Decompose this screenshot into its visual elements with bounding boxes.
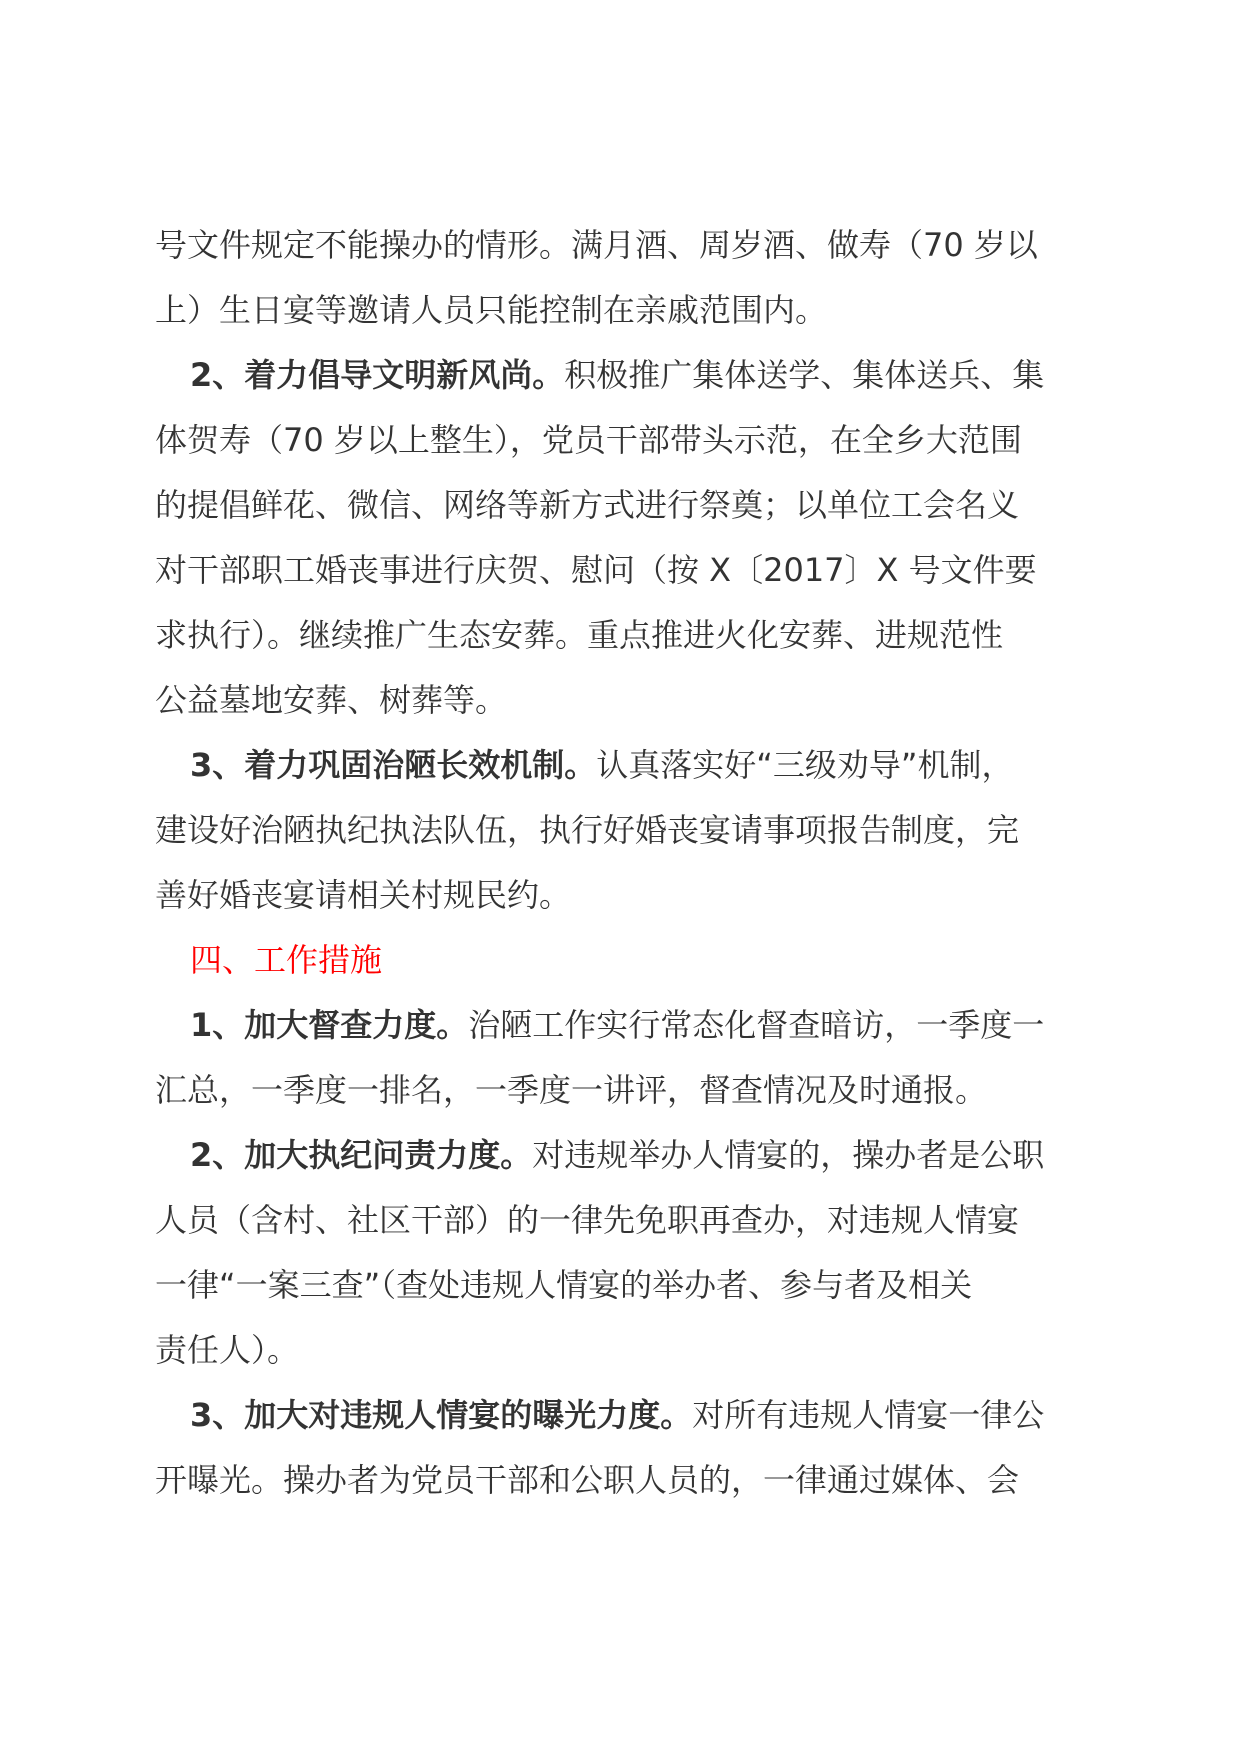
item-heading: 3、加大对违规人情宴的曝光力度。 xyxy=(190,1396,693,1434)
paragraph-line xyxy=(155,1058,1085,1123)
paragraph-line xyxy=(155,798,1085,863)
paragraph-line xyxy=(155,1448,1085,1513)
paragraph-line xyxy=(155,213,1085,278)
line-text: 求执行）。继续推广生态安葬。重点推进火化安葬、进规范性 xyxy=(155,616,1004,654)
line-text: 的提倡鲜花、微信、网络等新方式进行祭奠；以单位工会名义 xyxy=(155,486,1020,524)
item-heading: 2、加大执纪问责力度。 xyxy=(190,1136,533,1174)
line-text: 号文件规定不能操办的情形。满月酒、周岁酒、做寿（70 岁以 xyxy=(155,226,1038,264)
paragraph-line xyxy=(155,1318,1085,1383)
line-text: 积极推广集体送学、集体送兵、集 xyxy=(564,356,1045,394)
item-heading: 3、着力巩固治陋长效机制。 xyxy=(190,746,597,784)
item-heading: 2、着力倡导文明新风尚。 xyxy=(190,356,565,394)
paragraph-line xyxy=(155,668,1085,733)
document-page xyxy=(155,213,1085,1513)
line-text: 认真落实好“三级劝导”机制， xyxy=(596,746,1014,784)
line-text: 对干部职工婚丧事进行庆贺、慰问（按 X〔2017〕X 号文件要 xyxy=(155,551,1037,589)
line-text: 责任人）。 xyxy=(155,1331,300,1369)
paragraph-line xyxy=(155,473,1085,538)
section-heading-text: 四、工作措施 xyxy=(190,941,383,979)
paragraph-line xyxy=(155,1188,1085,1253)
line-text: 一律“一案三查”（查处违规人情宴的举办者、参与者及相关 xyxy=(155,1266,973,1304)
line-text: 公益墓地安葬、树葬等。 xyxy=(155,681,508,719)
line-text: 体贺寿（70 岁以上整生），党员干部带头示范，在全乡大范围 xyxy=(155,421,1022,459)
paragraph-line xyxy=(155,408,1085,473)
paragraph-line xyxy=(155,1383,1085,1448)
paragraph-line xyxy=(155,278,1085,343)
paragraph-line xyxy=(155,863,1085,928)
item-heading: 1、加大督查力度。 xyxy=(190,1006,469,1044)
paragraph-line xyxy=(155,538,1085,603)
line-text: 善好婚丧宴请相关村规民约。 xyxy=(155,876,572,914)
line-text: 人员（含村、社区干部）的一律先免职再查办，对违规人情宴 xyxy=(155,1201,1020,1239)
paragraph-line xyxy=(155,1123,1085,1188)
paragraph-line xyxy=(155,343,1085,408)
line-text: 开曝光。操办者为党员干部和公职人员的，一律通过媒体、会 xyxy=(155,1461,1020,1499)
paragraph-line xyxy=(155,733,1085,798)
line-text: 对违规举办人情宴的，操办者是公职 xyxy=(532,1136,1045,1174)
section-heading xyxy=(155,928,1085,993)
paragraph-line xyxy=(155,1253,1085,1318)
paragraph-line xyxy=(155,993,1085,1058)
paragraph-line xyxy=(155,603,1085,668)
line-text: 汇总，一季度一排名，一季度一讲评，督查情况及时通报。 xyxy=(155,1071,988,1109)
line-text: 上）生日宴等邀请人员只能控制在亲戚范围内。 xyxy=(155,291,828,329)
line-text: 治陋工作实行常态化督查暗访，一季度一 xyxy=(468,1006,1045,1044)
line-text: 对所有违规人情宴一律公 xyxy=(692,1396,1045,1434)
line-text: 建设好治陋执纪执法队伍，执行好婚丧宴请事项报告制度，完 xyxy=(155,811,1020,849)
